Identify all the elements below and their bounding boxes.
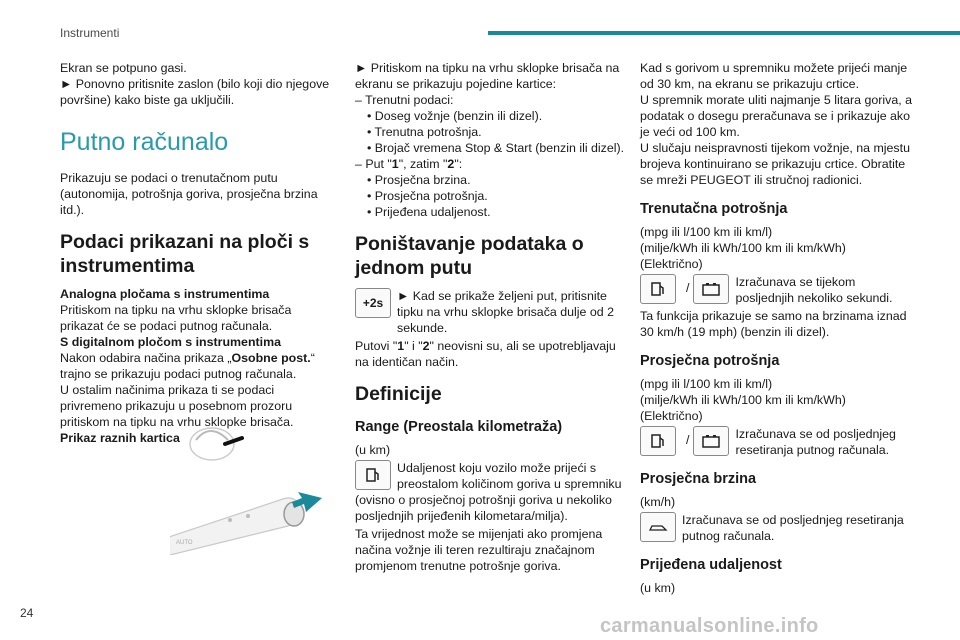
car-speed-icon <box>640 512 676 542</box>
digital-text: Nakon odabira načina prikaza „Osobne post.“ trajno se prikazuju podaci putnog računala. <box>60 351 315 381</box>
bullet-current-consumption: • Trenutna potrošnja. <box>367 125 482 139</box>
reset-row <box>355 288 625 336</box>
distance-unit: (u km) <box>640 581 676 595</box>
range-text: Udaljenost koju vozilo može prijeći s preostalom količinom goriva u spremniku (ovisno o prosječnoj potrošnji goriva u nekoliko posljednjih prijeđenih kilometara/milja). <box>355 461 622 523</box>
avg-units-2: (milje/kWh ili kWh/100 km ili km/kWh) <box>640 393 846 407</box>
current-row <box>640 274 915 306</box>
column-left <box>60 60 330 446</box>
bullet-avg-consumption: • Prosječna potrošnja. <box>367 189 488 203</box>
heading-avg-consumption: Prosječna potrošnja <box>640 353 780 369</box>
range-row <box>355 460 625 524</box>
speed-unit: (km/h) <box>640 495 676 509</box>
avg-consumption-text: Izračunava se od posljednjeg resetiranja putnog računala. <box>735 427 896 457</box>
avg-units-3: (Električno) <box>640 409 703 423</box>
digital-title: S digitalnom pločom s instrumentima <box>60 335 281 349</box>
current-consumption-text: Izračunava se tijekom posljednjih nekoliko sekundi. <box>735 275 893 305</box>
header-title: Instrumenti <box>60 26 120 40</box>
fuel-pump-icon <box>640 426 676 456</box>
wiper-stalk-illustration <box>170 420 330 555</box>
reset-text: ► Kad se prikaže željeni put, pritisnite tipku na vrhu sklopke brisača dulje od 2 sekunde. <box>397 289 614 335</box>
intro-text-1: Ekran se potpuno gasi. <box>60 61 187 75</box>
analog-title: Analogna pločama s instrumentima <box>60 287 270 301</box>
heading-reset-trip: Poništavanje podataka o jednom putu <box>355 233 584 279</box>
avg-units-1: (mpg ili l/100 km ili km/l) <box>640 377 773 391</box>
battery-icon <box>693 426 729 456</box>
press-2s-icon: +2s <box>355 288 391 318</box>
fuel-pump-icon <box>355 460 391 490</box>
section-title-trip-computer: Putno računalo <box>60 128 229 156</box>
trip-computer-text: Prikazuju se podaci o trenutačnom putu (autonomija, potrošnja goriva, prosječna brzina itd.). <box>60 171 318 217</box>
heading-definitions: Definicije <box>355 383 442 405</box>
fault-text: U slučaju neispravnosti tijekom vožnje, na mjestu brojeva kontinuirano se prikazuju crtice. Obratite se mreži PEUGEOT ili stručnoj radionici. <box>640 141 910 187</box>
battery-icon <box>693 274 729 304</box>
bullet-stop-start: • Brojač vremena Stop & Start (benzin ili dizel). <box>367 141 625 155</box>
current-consumption-note: Ta funkcija prikazuje se samo na brzinama iznad 30 km/h (19 mph) (benzin ili dizel). <box>640 309 907 339</box>
bullet-distance: • Prijeđena udaljenost. <box>367 205 491 219</box>
column-right <box>640 60 915 596</box>
slash-separator: / <box>686 433 690 447</box>
press-button-text: ► Pritiskom na tipku na vrhu sklopke brisača na ekranu se prikazuju pojedine kartice: <box>355 61 620 91</box>
current-units-2: (milje/kWh ili kWh/100 km ili km/kWh) <box>640 241 846 255</box>
avg-speed-text: Izračunava se od posljednjeg resetiranja putnog računala. <box>682 513 904 543</box>
heading-current-consumption: Trenutačna potrošnja <box>640 201 788 217</box>
other-modes-text: U ostalim načinima prikaza ti se podaci privremeno prikazuju u posebnom prozoru pritiskom na tipku na vrhu sklopke brisača. <box>60 383 294 429</box>
reset-note: Putovi "1" i "2" neovisni su, ali se upotrebljavaju na identičan način. <box>355 339 616 369</box>
heading-range: Range (Preostala kilometraža) <box>355 419 563 435</box>
intro-text-2: ► Ponovno pritisnite zaslon (bilo koji dio njegove površine) kako biste ga uključili. <box>60 77 330 107</box>
heading-instrument-data: Podaci prikazani na ploči s instrumentima <box>60 231 310 277</box>
fuel-pump-icon <box>640 274 676 304</box>
avg-row <box>640 426 915 458</box>
column-middle <box>355 60 625 574</box>
bullet-range: • Doseg vožnje (benzin ili dizel). <box>367 109 543 123</box>
current-units-1: (mpg ili l/100 km ili km/l) <box>640 225 773 239</box>
heading-avg-speed: Prosječna brzina <box>640 471 757 487</box>
refuel-text: U spremnik morate uliti najmanje 5 litara goriva, a podatak o dosegu preračunava se i prikazuje ako je veći od 100 km. <box>640 93 913 139</box>
bullet-avg-speed: • Prosječna brzina. <box>367 173 471 187</box>
svg-text:AUTO: AUTO <box>176 540 193 546</box>
range-text-2: Ta vrijednost može se mijenjati ako promjena načina vožnje ili teren rezultiraju značajnom promjenom trenutne potrošnje goriva. <box>355 527 603 573</box>
header-accent-bar <box>488 31 960 35</box>
watermark: carmanualsonline.info <box>600 615 819 637</box>
current-units-3: (Električno) <box>640 257 703 271</box>
current-data-item: – Trenutni podaci: <box>355 93 454 107</box>
low-fuel-text: Kad s gorivom u spremniku možete prijeći manje od 30 km, na ekranu se prikazuju crtice. <box>640 61 908 91</box>
analog-text: Pritiskom na tipku na vrhu sklopke brisača prikazat će se podaci putnog računala. <box>60 303 292 333</box>
range-unit: (u km) <box>355 443 391 457</box>
trip-item: – Put "1", zatim "2": <box>355 157 463 171</box>
heading-distance: Prijeđena udaljenost <box>640 557 782 573</box>
page-number: 24 <box>20 606 34 620</box>
slash-separator: / <box>686 281 690 295</box>
speed-row <box>640 512 915 544</box>
tabs-title: Prikaz raznih kartica <box>60 431 180 445</box>
